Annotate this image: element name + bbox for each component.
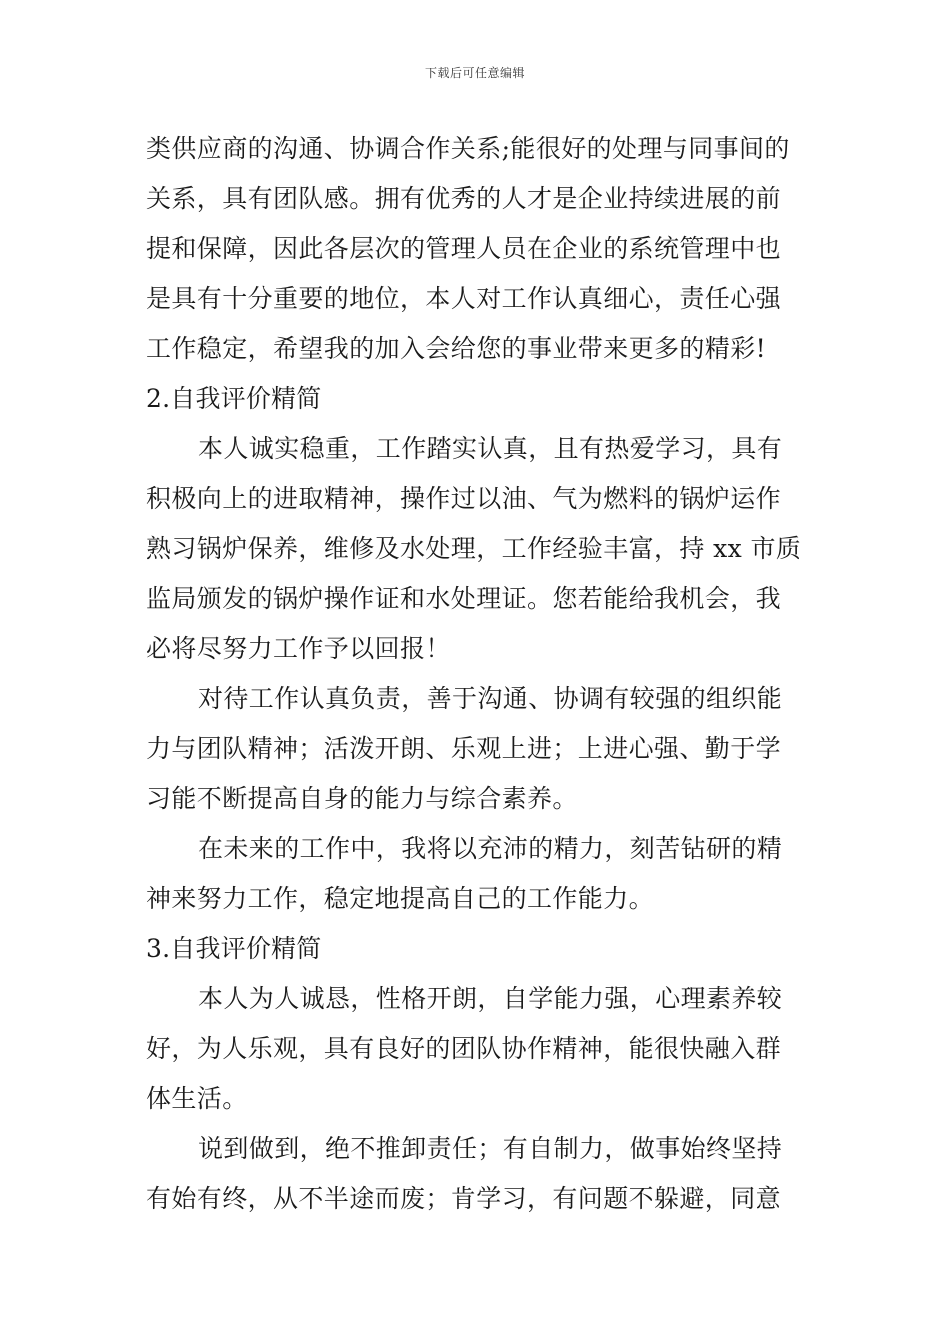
- section-heading: 2.自我评价精简: [146, 384, 322, 413]
- text-line: 体生活。: [146, 1084, 248, 1113]
- text-line: 必将尽努力工作予以回报！: [146, 634, 451, 663]
- text-line: 熟习锅炉保养，维修及水处理，工作经验丰富，持 xx 市质: [146, 534, 802, 563]
- paragraph-first-line: 在未来的工作中，我将以充沛的精力，刻苦钻研的精: [198, 834, 783, 863]
- text-line: 积极向上的进取精神，操作过以油、气为燃料的锅炉运作: [146, 484, 782, 513]
- paragraph-first-line: 对待工作认真负责，善于沟通、协调有较强的组织能: [198, 684, 783, 713]
- text-line: 关系，具有团队感。拥有优秀的人才是企业持续进展的前: [146, 184, 782, 213]
- text-line: 神来努力工作，稳定地提高自己的工作能力。: [146, 884, 655, 913]
- section-heading: 3.自我评价精简: [146, 934, 322, 963]
- text-line: 有始有终，从不半途而废；肯学习，有问题不躲避，同意: [146, 1184, 782, 1213]
- text-line: 习能不断提高自身的能力与综合素养。: [146, 784, 578, 813]
- paragraph-first-line: 说到做到，绝不推卸责任；有自制力，做事始终坚持: [198, 1134, 783, 1163]
- text-line: 提和保障，因此各层次的管理人员在企业的系统管理中也: [146, 234, 782, 263]
- text-line: 力与团队精神；活泼开朗、乐观上进；上进心强、勤于学: [146, 734, 782, 763]
- text-line: 监局颁发的锅炉操作证和水处理证。您若能给我机会，我: [146, 584, 782, 613]
- paragraph-first-line: 本人诚实稳重，工作踏实认真，且有热爱学习，具有: [198, 434, 783, 463]
- paragraph-first-line: 本人为人诚恳，性格开朗，自学能力强，心理素养较: [198, 984, 783, 1013]
- document-body: [146, 124, 806, 1224]
- header-note: 下载后可任意编辑: [424, 66, 525, 80]
- text-line: 类供应商的沟通、协调合作关系;能很好的处理与同事间的: [146, 134, 790, 163]
- text-line: 好，为人乐观，具有良好的团队协作精神，能很快融入群: [146, 1034, 782, 1063]
- text-line: 工作稳定，希望我的加入会给您的事业带来更多的精彩!: [146, 334, 767, 363]
- text-line: 是具有十分重要的地位，本人对工作认真细心，责任心强: [146, 284, 782, 313]
